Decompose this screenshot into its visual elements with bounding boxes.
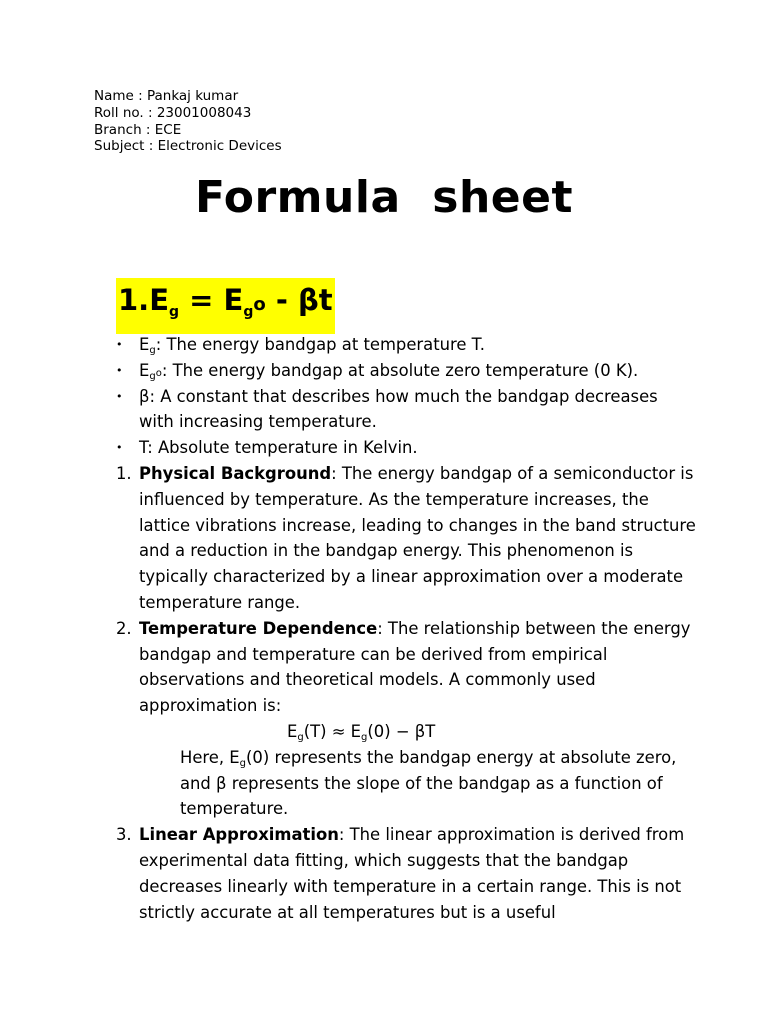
symbol-subscript: g	[149, 345, 156, 356]
heading-degree-mark: o	[253, 294, 266, 315]
definition-text: : The energy bandgap at absolute zero temperature (0 K).	[161, 360, 639, 380]
formula-subscript: g	[361, 731, 368, 743]
page-title: Formula sheet	[194, 172, 573, 223]
item-number: 3.	[116, 825, 132, 845]
list-item	[116, 384, 696, 436]
formula-heading	[116, 278, 335, 334]
heading-subscript: g	[243, 304, 254, 320]
symbol-degree-mark: o	[155, 367, 162, 379]
section-body	[116, 332, 696, 925]
formula-note	[139, 745, 696, 822]
bullet-mark: •	[116, 338, 123, 351]
list-item	[116, 435, 696, 461]
formula-part: (0) − βT	[367, 721, 436, 741]
item-title: Linear Approximation	[139, 825, 339, 845]
bullet-mark: •	[116, 363, 123, 377]
note-text: (0) represents the bandgap energy at absolute zero, and β represents the slope of the bandgap as a function of temperature.	[180, 747, 677, 819]
definition-text: : The energy bandgap at temperature T.	[155, 335, 485, 354]
formula	[139, 719, 696, 745]
item-title: Temperature Dependence	[139, 618, 378, 638]
formula-part: E	[287, 721, 298, 741]
item-number: 2.	[116, 618, 132, 638]
symbol: E	[139, 360, 150, 380]
symbol: E	[139, 335, 150, 354]
definition-text: T: Absolute temperature in Kelvin.	[139, 438, 418, 458]
formula-subscript: g	[297, 731, 304, 743]
bullet-mark: •	[116, 441, 123, 455]
heading-text: - βt	[265, 283, 333, 317]
explanation-list	[116, 461, 696, 925]
student-info	[94, 88, 282, 155]
definition-list	[116, 332, 696, 461]
list-item	[116, 461, 696, 616]
roll-number: Roll no. : 23001008043	[94, 104, 252, 121]
symbol-subscript: g	[149, 370, 156, 382]
list-item	[116, 822, 696, 925]
item-title: Physical Background	[139, 463, 332, 483]
definition-text: β: A constant that describes how much the bandgap decreases with increasing temperature.	[139, 386, 658, 432]
list-item	[116, 358, 696, 384]
item-text: : The relationship between the energy bandgap and temperature can be derived from empirical observations and theoretical models. A commonly used approximation is:	[139, 618, 691, 716]
list-item	[116, 616, 696, 822]
formula-part: (T) ≈ E	[303, 721, 362, 741]
subject: Subject : Electronic Devices	[94, 138, 282, 155]
heading-text: 1.E	[118, 283, 170, 317]
note-text: Here, E	[180, 747, 240, 767]
note-subscript: g	[239, 757, 247, 769]
bullet-mark: •	[116, 389, 123, 403]
heading-text: = E	[179, 283, 244, 317]
branch: Branch : ECE	[94, 121, 182, 138]
item-number: 1.	[116, 463, 132, 483]
heading-subscript: g	[169, 304, 180, 320]
item-text: : The energy bandgap of a semiconductor is influenced by temperature. As the temperature increases, the lattice vibrations increase, leading to changes in the band structure and a reduction in the bandgap energy. This phenomenon is typically characterized by a linear approximation over a moderate temperature range.	[139, 463, 696, 612]
student-name: Name : Pankaj kumar	[94, 88, 239, 104]
item-text: : The linear approximation is derived from experimental data fitting, which suggests that the bandgap decreases linearly with temperature in a certain range. This is not strictly accurate at all temperatures but is a useful	[139, 825, 685, 922]
list-item	[116, 332, 696, 358]
